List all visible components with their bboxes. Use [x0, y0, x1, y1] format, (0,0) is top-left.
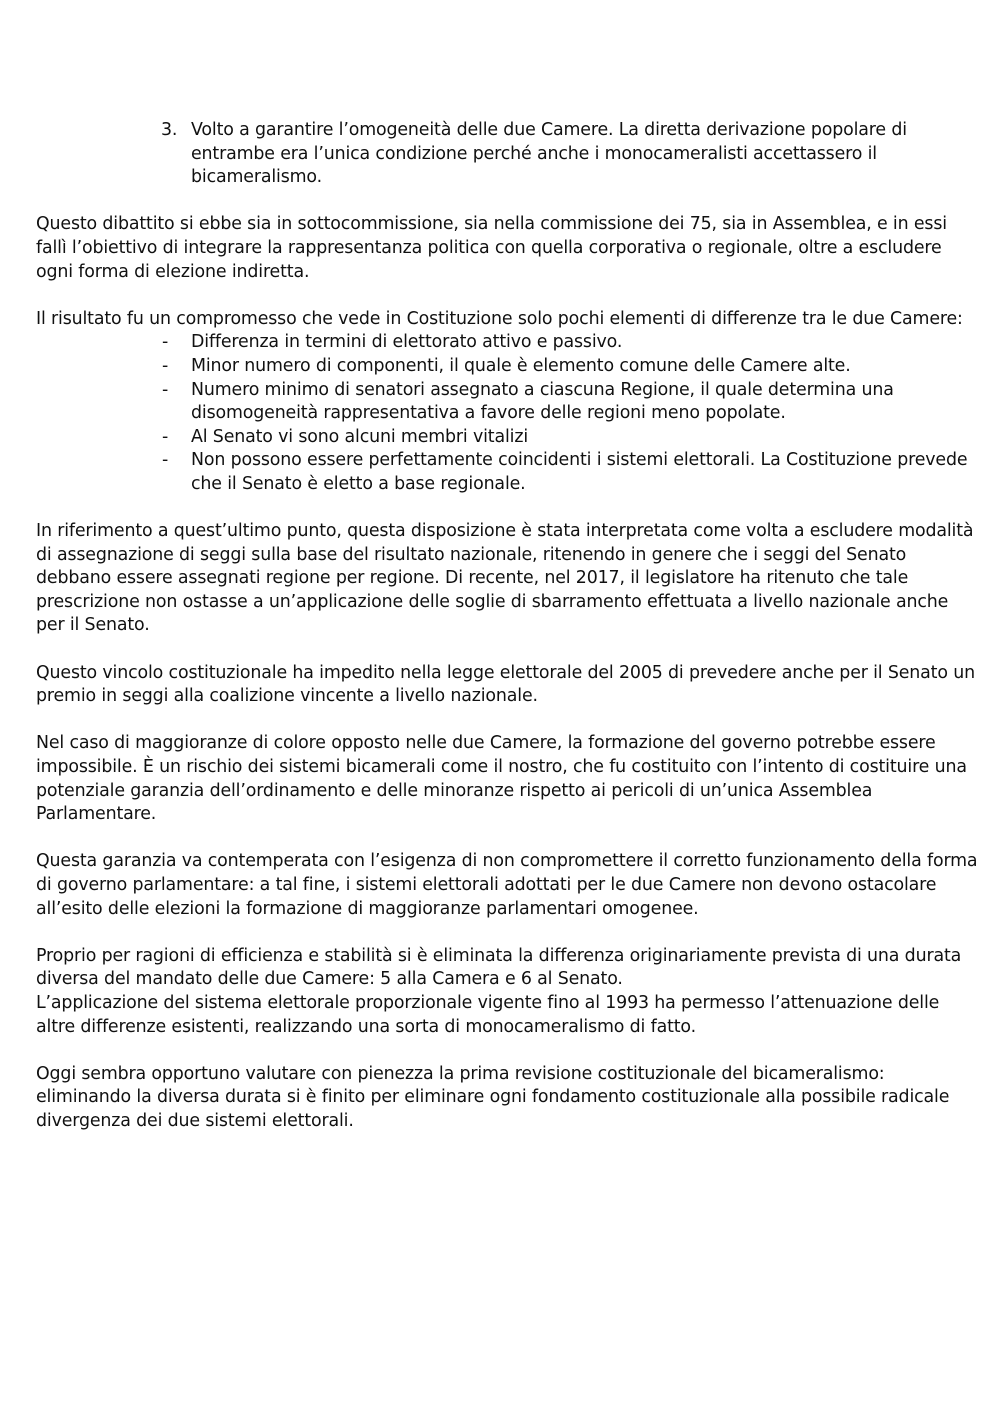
list-item-text: Minor numero di componenti, il quale è elemento comune delle Camere alte.: [191, 355, 851, 376]
list-item-text: Differenza in termini di elettorato attivo e passivo.: [191, 332, 623, 353]
numbered-item-3: [36, 119, 981, 190]
list-item: [36, 426, 981, 450]
list-item: [36, 379, 981, 426]
list-item-text: Al Senato vi sono alcuni membri vitalizi: [191, 426, 529, 447]
paragraph-revision-line-b: eliminando la diversa durata si è finito per eliminare ogni fondamento costituzionale alla possibile radicale divergenza dei due sistemi elettorali.: [36, 1087, 950, 1131]
paragraph-revision: [36, 1063, 981, 1134]
list-item: [36, 331, 981, 355]
bullet-dash: -: [162, 426, 169, 447]
bullet-dash: -: [162, 332, 169, 353]
list-item: [36, 449, 981, 496]
paragraph-revision-line-a: Oggi sembra opportuno valutare con pienezza la prima revisione costituzionale del bicameralismo:: [36, 1063, 885, 1084]
paragraph-opposite-majorities: Nel caso di maggioranze di colore opposto nelle due Camere, la formazione del governo potrebbe essere impossibile. È un rischio dei sistemi bicamerali come il nostro, che fu costituito con l’intento di costituire una potenziale garanzia dell’ordinamento e delle minoranze rispetto ai pericoli di un’unica Assemblea Parlamentare.: [36, 733, 967, 825]
differences-list: [36, 331, 981, 496]
paragraph-2005-law: Questo vincolo costituzionale ha impedito nella legge elettorale del 2005 di prevedere anche per il Senato un premio in seggi alla coalizione vincente a livello nazionale.: [36, 662, 975, 707]
list-item-text: Non possono essere perfettamente coincidenti i sistemi elettorali. La Costituzione prevede che il Senato è eletto a base regionale.: [191, 450, 968, 494]
item-text: Volto a garantire l’omogeneità delle due Camere. La diretta derivazione popolare di entrambe era l’unica condizione perché anche i monocameralisti accettassero il bicameralismo.: [191, 120, 907, 188]
document-page: [36, 119, 981, 1134]
paragraph-debate: Questo dibattito si ebbe sia in sottocommissione, sia nella commissione dei 75, sia in Assemblea, e in essi fallì l’obiettivo di integrare la rappresentanza politica con quella corporativa o regionale, oltre a escludere ogni forma di elezione indiretta.: [36, 214, 947, 282]
bullet-dash: -: [162, 355, 169, 376]
paragraph-compromise: Il risultato fu un compromesso che vede in Costituzione solo pochi elementi di differenze tra le due Camere:: [36, 308, 963, 329]
list-item: [36, 355, 981, 379]
paragraph-guarantee: Questa garanzia va contemperata con l’esigenza di non compromettere il corretto funzionamento della forma di governo parlamentare: a tal fine, i sistemi elettorali adottati per le due Camere non devono ostacolare all’esito delle elezioni la formazione di maggioranze parlamentari omogenee.: [36, 851, 978, 919]
list-item-text: Numero minimo di senatori assegnato a ciascuna Regione, il quale determina una disomogeneità rappresentativa a favore delle regioni meno popolate.: [191, 379, 894, 424]
paragraph-interpretation: In riferimento a quest’ultimo punto, questa disposizione è stata interpretata come volta a escludere modalità di assegnazione di seggi sulla base del risultato nazionale, ritenendo in genere che i seggi del Senato debbano essere assegnati regione per regione. Di recente, nel 2017, il legislatore ha ritenuto che tale prescrizione non ostasse a un’applicazione delle soglie di sbarramento effettuata a livello nazionale anche per il Senato.: [36, 521, 974, 636]
item-number: 3.: [161, 120, 178, 140]
bullet-dash: -: [162, 379, 169, 400]
bullet-dash: -: [162, 450, 169, 471]
paragraph-efficiency-line-a: Proprio per ragioni di efficienza e stabilità si è eliminata la differenza originariamente prevista di una durata diversa del mandato delle due Camere: 5 alla Camera e 6 al Senato.: [36, 945, 962, 990]
paragraph-efficiency: [36, 945, 981, 1039]
paragraph-efficiency-line-b: L’applicazione del sistema elettorale proporzionale vigente fino al 1993 ha permesso l’attenuazione delle altre differenze esistenti, realizzando una sorta di monocameralismo di fatto.: [36, 992, 940, 1037]
